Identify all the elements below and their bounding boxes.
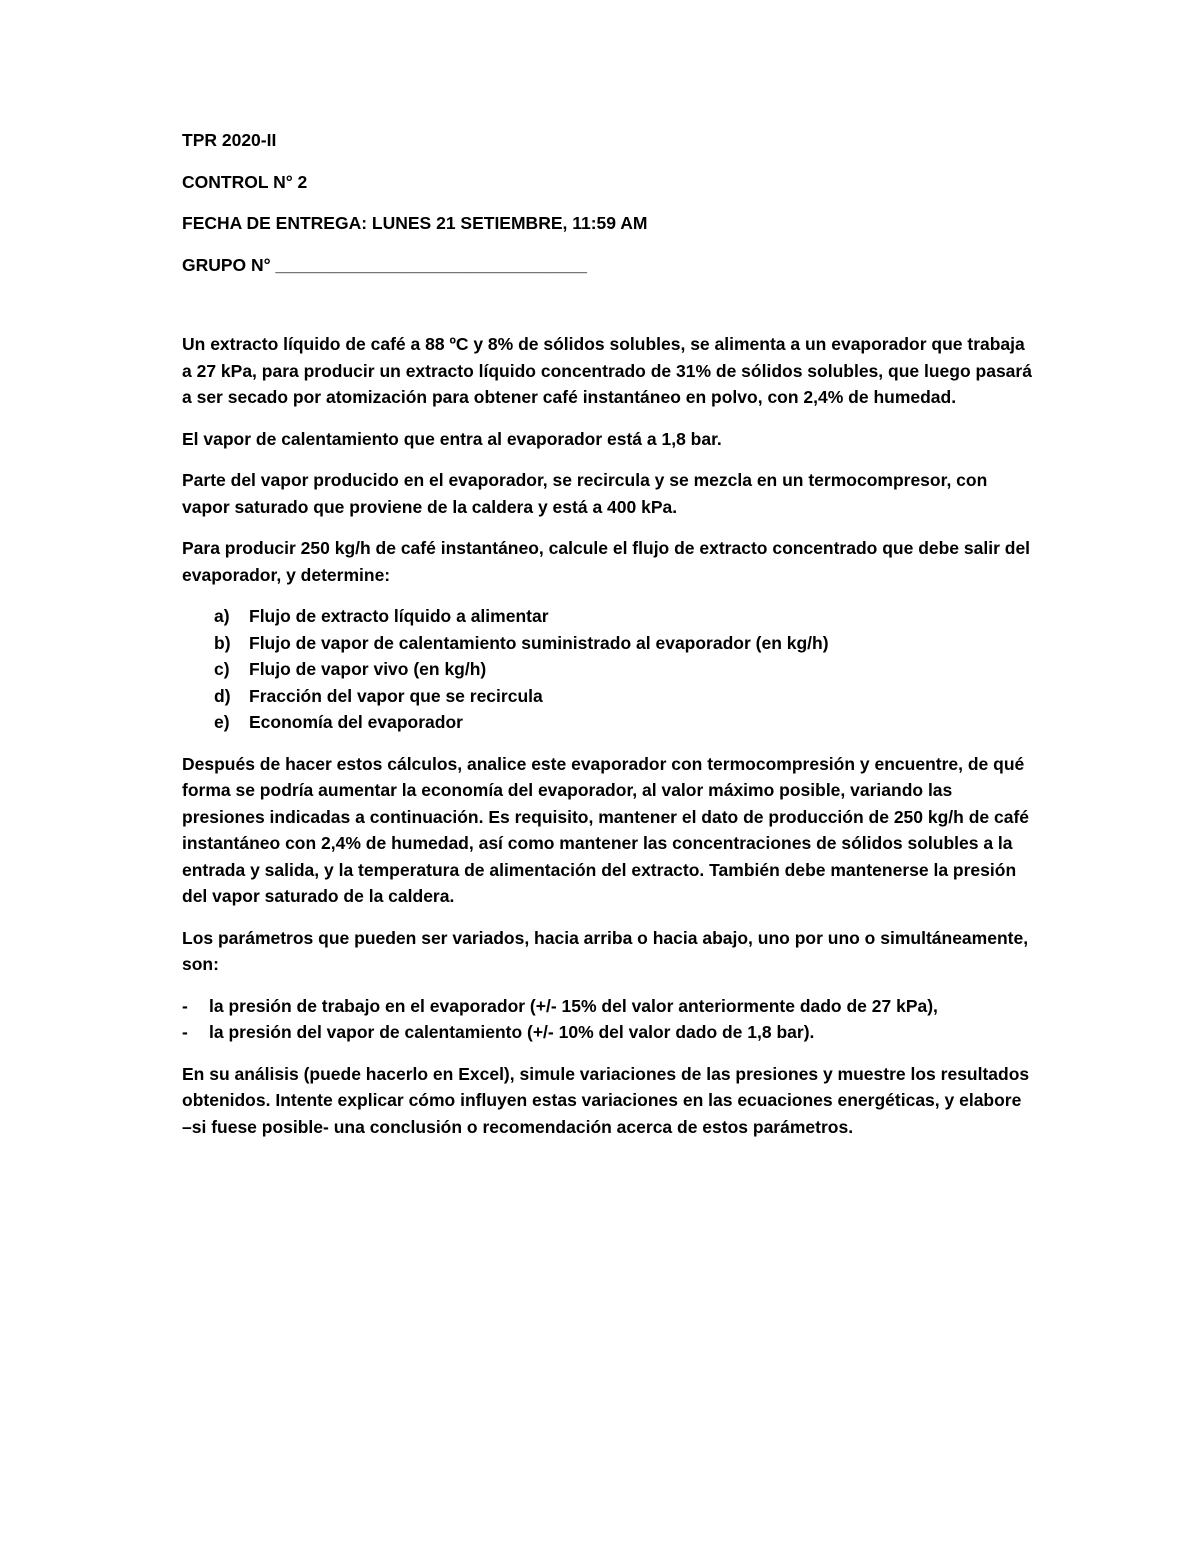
heating-steam-statement: El vapor de calentamiento que entra al evaporador está a 1,8 bar. [182,428,722,449]
question-text: Economía del evaporador [249,712,463,732]
problem-statement: Un extracto líquido de café a 88 ºC y 8% de sólidos solubles, se alimenta a un evaporador que trabaja a 27 kPa, para producir un extracto líquido concentrado de 31% de sólidos solubles, que luego pasará a ser secado por atomización para obtener café instantáneo en polvo, con 2,4% de humedad. [182,334,1032,407]
list-marker: - [182,995,188,1016]
list-item [182,630,1032,657]
list-marker: - [182,1022,188,1042]
document-content [182,127,1032,1155]
list-marker: e) [214,712,230,732]
group-number: GRUPO N° ________________________________ [182,254,587,275]
parameter-text: la presión de trabajo en el evaporador (+/- 15% del valor anteriormente dado de 27 kPa), [209,995,938,1016]
list-marker: b) [214,632,231,653]
recirculation-statement: Parte del vapor producido en el evaporador, se recircula y se mezcla en un termocompresor, con vapor saturado que proviene de la caldera y está a 400 kPa. [182,470,988,517]
list-item [182,993,1032,1020]
list-item [182,1019,1032,1046]
parameters-intro: Los parámetros que pueden ser variados, hacia arriba o hacia abajo, uno por uno o simultáneamente, son: [182,927,1029,974]
control-number: CONTROL N° 2 [182,171,308,192]
task-statement: Para producir 250 kg/h de café instantáneo, calcule el flujo de extracto concentrado que debe salir del evaporador, y determine: [182,538,1031,585]
list-marker: c) [214,659,230,679]
analysis-statement: Después de hacer estos cálculos, analice este evaporador con termocompresión y encuentre, de qué forma se podría aumentar la economía del evaporador, al valor máximo posible, variando las presiones indicadas a continuación. Es requisito, mantener el dato de producción de 250 kg/h de café instantáneo con 2,4% de humedad, así como mantener las concentraciones de sólidos solubles a la entrada y salida, y la temperatura de alimentación del extracto. También debe mantenerse la presión del vapor saturado de la caldera. [182,753,1030,906]
question-text: Flujo de vapor de calentamiento suministrado al evaporador (en kg/h) [249,632,829,653]
conclusion-statement: En su análisis (puede hacerlo en Excel), simule variaciones de las presiones y muestre los resultados obtenidos. Intente explicar cómo influyen estas variaciones en las ecuaciones energéticas, y elabore –si fuese posible- una conclusión o recomendación acerca de estos parámetros. [182,1063,1030,1137]
list-marker: a) [214,606,230,626]
due-date: FECHA DE ENTREGA: LUNES 21 SETIEMBRE, 11:59 AM [182,213,648,233]
document-title: TPR 2020-II [182,130,277,150]
parameter-text: la presión del vapor de calentamiento (+/- 10% del valor dado de 1,8 bar). [209,1022,815,1042]
spacer [182,293,1032,331]
list-item [182,656,1032,683]
list-item [182,709,1032,736]
list-item [182,603,1032,630]
parameter-list [182,993,1032,1046]
question-list [182,603,1032,736]
list-item [182,683,1032,710]
question-text: Flujo de extracto líquido a alimentar [249,606,549,626]
list-marker: d) [214,685,231,706]
question-text: Fracción del vapor que se recircula [249,685,543,706]
question-text: Flujo de vapor vivo (en kg/h) [249,659,487,679]
